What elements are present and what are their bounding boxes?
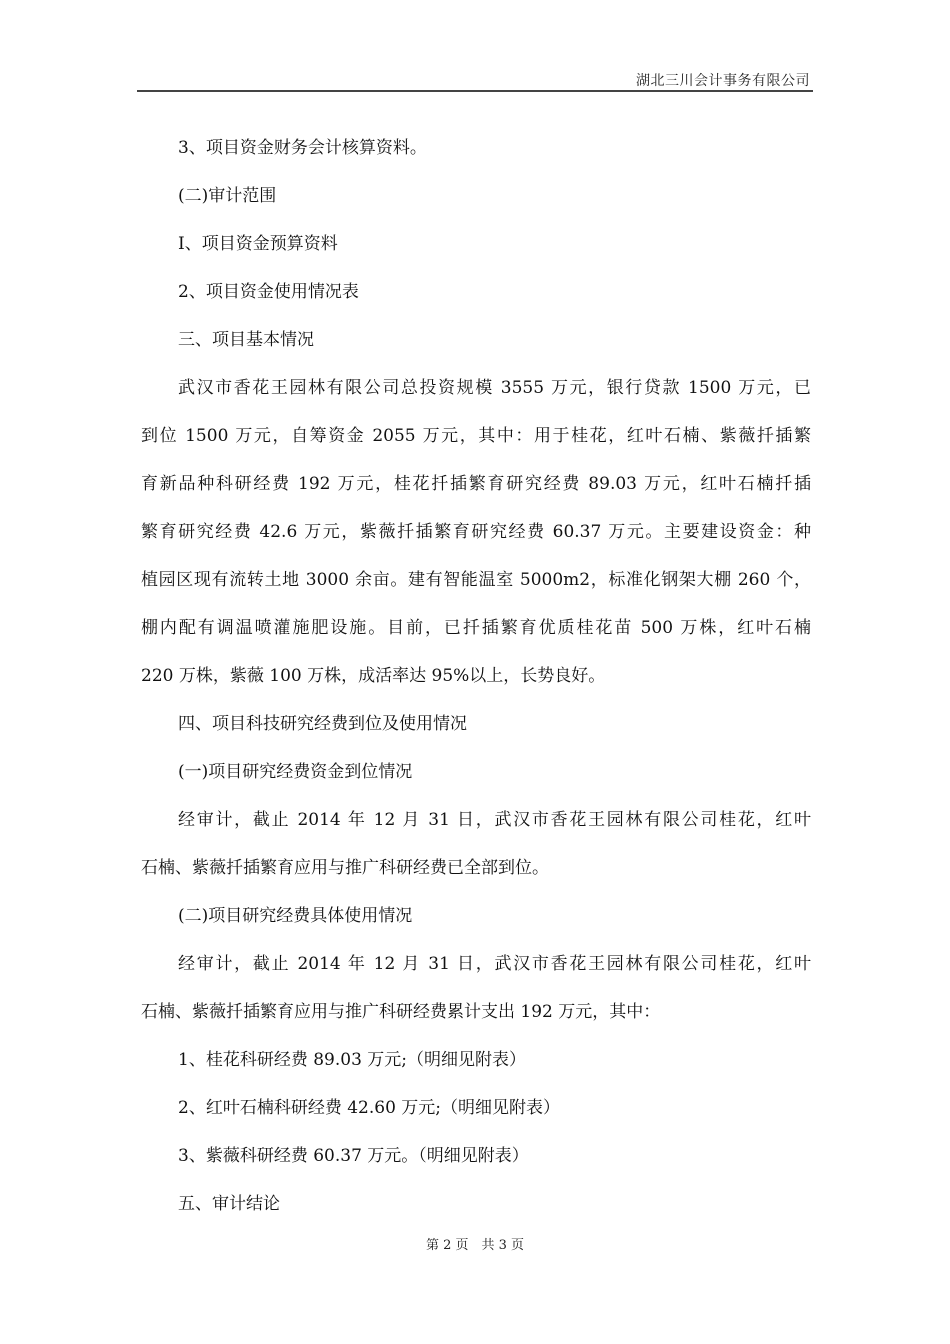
page-number: 第 2 页 共 3 页 — [425, 1238, 525, 1253]
document-body — [141, 124, 811, 1228]
body-line: 经审计，截止 2014 年 12 月 31 日，武汉市香花王园林有限公司桂花，红叶 — [178, 810, 811, 830]
section-heading: 四、项目科技研究经费到位及使用情况 — [178, 714, 467, 734]
body-line: 植园区现有流转土地 3000 余亩。建有智能温室 5000m2，标准化钢架大棚 260 个， — [141, 570, 811, 590]
section-heading: 五、审计结论 — [178, 1194, 280, 1214]
body-line: 到位 1500 万元，自筹资金 2055 万元，其中：用于桂花，红叶石楠、紫薇扦插繁 — [141, 426, 811, 446]
body-line: 2、项目资金使用情况表 — [178, 282, 359, 302]
body-line: 3、项目资金财务会计核算资料。 — [178, 138, 427, 158]
body-line: 育新品种科研经费 192 万元，桂花扦插繁育研究经费 89.03 万元，红叶石楠扦插 — [141, 474, 811, 494]
body-line: 武汉市香花王园林有限公司总投资规模 3555 万元，银行贷款 1500 万元，已 — [178, 378, 811, 398]
body-line: 石楠、紫薇扦插繁育应用与推广科研经费累计支出 192 万元，其中： — [141, 1002, 661, 1022]
body-line: 220 万株，紫薇 100 万株，成活率达 95%以上，长势良好。 — [141, 666, 606, 686]
list-item: 1、桂花科研经费 89.03 万元;（明细见附表） — [178, 1050, 527, 1070]
list-item: 2、红叶石楠科研经费 42.60 万元;（明细见附表） — [178, 1098, 561, 1118]
header-divider — [137, 90, 813, 92]
body-line: (二)审计范围 — [178, 186, 277, 206]
body-line: 棚内配有调温喷灌施肥设施。目前，已扦插繁育优质桂花苗 500 万株，红叶石楠 — [141, 618, 811, 638]
section-heading: 三、项目基本情况 — [178, 330, 314, 350]
subsection-heading: (二)项目研究经费具体使用情况 — [178, 906, 413, 926]
body-line: 石楠、紫薇扦插繁育应用与推广科研经费已全部到位。 — [141, 858, 549, 878]
body-line: 繁育研究经费 42.6 万元，紫薇扦插繁育研究经费 60.37 万元。主要建设资金：种 — [141, 522, 811, 542]
list-item: 3、紫薇科研经费 60.37 万元。（明细见附表） — [178, 1146, 529, 1166]
subsection-heading: (一)项目研究经费资金到位情况 — [178, 762, 413, 782]
body-line: 经审计，截止 2014 年 12 月 31 日，武汉市香花王园林有限公司桂花，红叶 — [178, 954, 811, 974]
header-company-name: 湖北三川会计事务有限公司 — [636, 73, 810, 89]
body-line: I、项目资金预算资料 — [178, 234, 338, 254]
